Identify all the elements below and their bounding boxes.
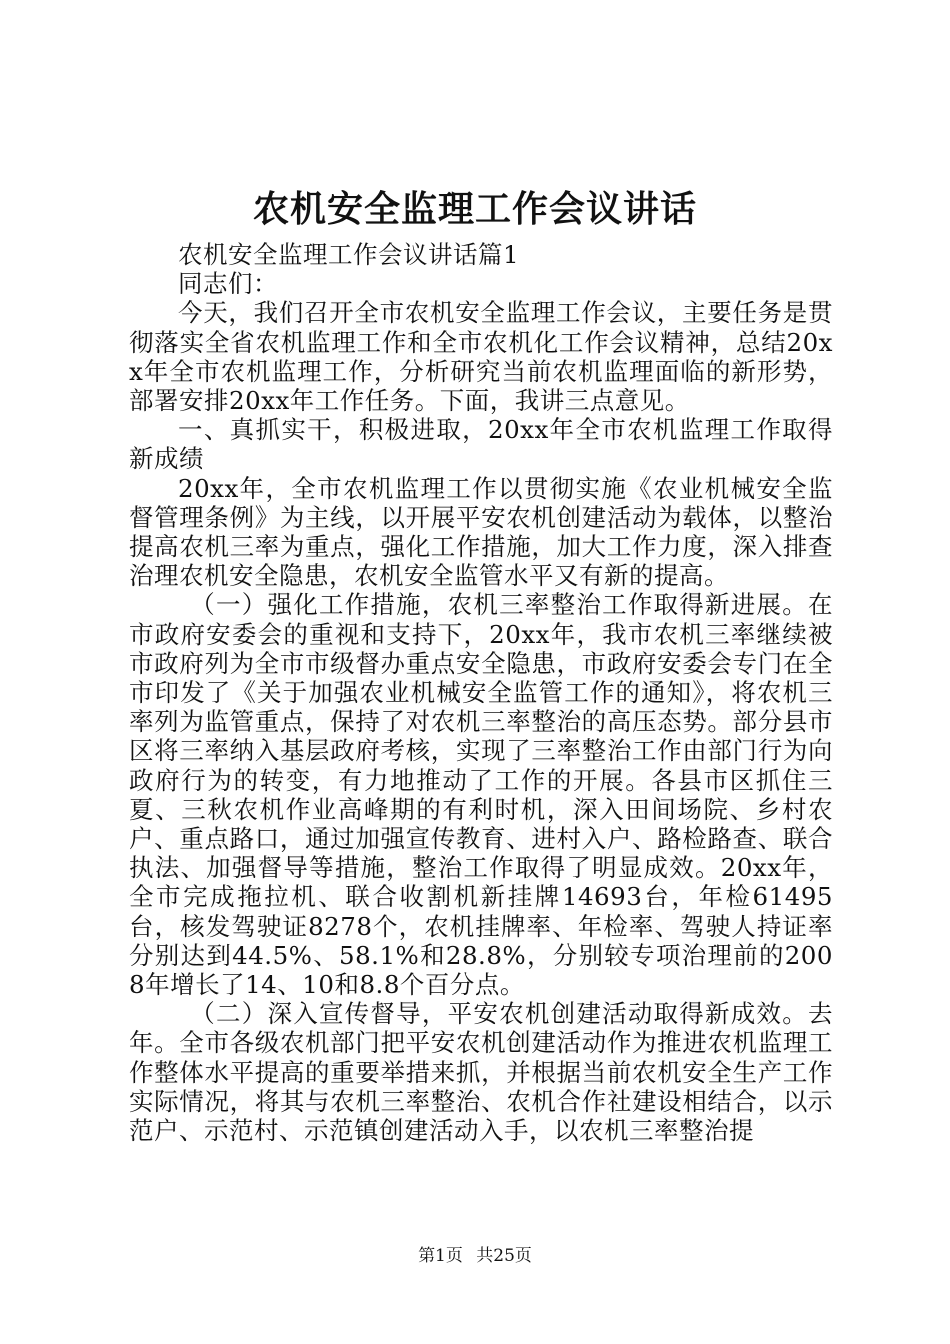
salutation: 同志们： [178,269,278,299]
paragraph-subsection-2: （二）深入宣传督导，平安农机创建活动取得新成效。去年。全市各级农机部门把平安农机创建活动作为推进农机监理工作整体水平提高的重要举措来抓，并根据当前农机安全生产工作实际情况，将其与农机三率整治、农机合作社建设相结合，以示范户、示范村、示范镇创建活动入手，以农机三率整治提 [129,999,833,1146]
paragraph-intro: 今天，我们召开全市农机安全监理工作会议，主要任务是贯彻落实全省农机监理工作和全市农机化工作会议精神，总结20xx年全市农机监理工作，分析研究当前农机监理面临的新形势，部署安排20xx年工作任务。下面，我讲三点意见。 [129,298,833,416]
section-heading: 农机安全监理工作会议讲话篇1 [178,240,520,269]
document-body [129,240,833,1145]
page-total: 共25页 [476,1246,532,1266]
page-footer [0,1244,950,1268]
paragraph-heading-1: 一、真抓实干，积极进取，20xx年全市农机监理工作取得新成绩 [129,415,833,474]
page-number: 第1页 [418,1246,463,1266]
paragraph-subsection-1: （一）强化工作措施，农机三率整治工作取得新进展。在市政府安委会的重视和支持下，20xx年，我市农机三率继续被市政府列为全市市级督办重点安全隐患，市政府安委会专门在全市印发了《关于加强农业机械安全监管工作的通知》，将农机三率列为监管重点，保持了对农机三率整治的高压态势。部分县市区将三率纳入基层政府考核，实现了三率整治工作由部门行为向政府行为的转变，有力地推动了工作的开展。各县市区抓住三夏、三秋农机作业高峰期的有利时机，深入田间场院、乡村农户、重点路口，通过加强宣传教育、进村入户、路检路查、联合执法、加强督导等措施，整治工作取得了明显成效。20xx年，全市完成拖拉机、联合收割机新挂牌14693台，年检61495台，核发驾驶证8278个，农机挂牌率、年检率、驾驶人持证率分别达到44.5%、58.1%和28.8%，分别较专项治理前的2008年增长了14、10和8.8个百分点。 [129,590,833,1000]
paragraph-summary: 20xx年，全市农机监理工作以贯彻实施《农业机械安全监督管理条例》为主线，以开展平安农机创建活动为载体，以整治提高农机三率为重点，强化工作措施，加大工作力度，深入排查治理农机安全隐患，农机安全监管水平又有新的提高。 [129,473,833,591]
page-title: 农机安全监理工作会议讲话 [252,189,697,230]
